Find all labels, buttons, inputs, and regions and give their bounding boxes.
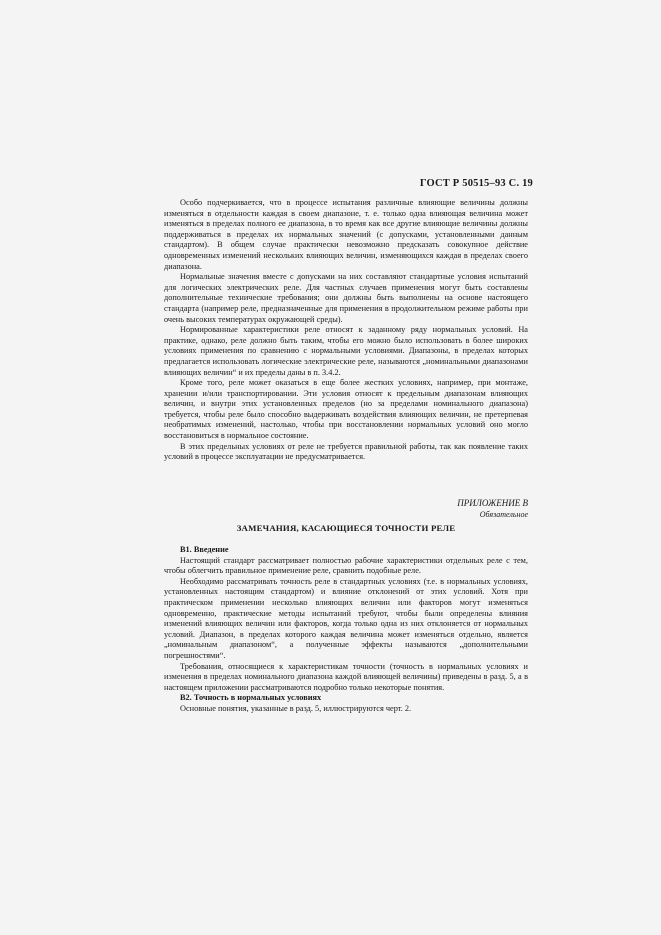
section-heading: В1. Введение (180, 545, 229, 554)
paragraph: Требования, относящиеся к характеристикам точности (точность в нормальных условиях и изменения в пределах номинального диапазона каждой влияющей величины) приведены в разд. 5, а в настоящем приложении рассматриваются подробно только некоторые понятия. (164, 661, 528, 692)
paragraph: Особо подчеркивается, что в процессе испытания различные влияющие величины должны изменяться в отдельности каждая в своем диапазоне, т. е. только одна влияющая величина может изменяться в пределах полного ее диапазона, в то время как все другие влияющие величины должны поддерживаться в пределах их нормальных значений (с допусками, установленными данным стандартом). В общем случае практически невозможно предсказать совокупное действие одновременных изменений нескольких влияющих величин, изменяющихся каждая в пределах своего диапазона. (164, 198, 528, 271)
body-part-1 (164, 198, 528, 463)
paragraph: Нормированные характеристики реле относят к заданному ряду нормальных условий. На практике, однако, реле должно быть таким, чтобы его можно было использовать в более широких условиях применения по сравнению с нормальными условиями. Диапазоны, в пределах которых предлагается использовать логические электрические реле, называются „номинальными диапазонами влияющих величин“ и их пределы даны в п. 3.4.2. (164, 325, 528, 377)
annex-label (457, 497, 528, 521)
paragraph: Нормальные значения вместе с допусками на них составляют стандартные условия испытаний для логических электрических реле. Для частных случаев применения могут быть составлены дополнительные технические требования; они должны быть выполнены на основе настоящего стандарта (например реле, предназначенные для применения в продолжительном режиме работы при очень высоких температурах окружающей среды). (164, 272, 528, 324)
paragraph: Необходимо рассматривать точность реле в стандартных условиях (т.е. в нормальных условиях, установленных настоящим стандартом) и влияние отклонений от этих условий. Хотя при практическом применении несколько влияющих величин или факторов могут изменяться одновременно, практические методы испытаний требуют, чтобы были определены влияния изменений влияющих величин или факторов, когда только одна из них отклоняется от нормальных условий. Диапазон, в пределах которого каждая величина может изменяться отдельно, является „номинальным диапазоном“, а полученные эффекты называются „дополнительными погрешностями“. (164, 576, 528, 660)
page-header: ГОСТ Р 50515–93 С. 19 (419, 178, 533, 189)
annex-title: ЗАМЕЧАНИЯ, КАСАЮЩИЕСЯ ТОЧНОСТИ РЕЛЕ (236, 523, 456, 533)
paragraph: Основные понятия, указанные в разд. 5, иллюстрируются черт. 2. (180, 703, 412, 713)
section-heading: В2. Точность в нормальных условиях (180, 693, 322, 703)
annex-number: ПРИЛОЖЕНИЕ В (457, 498, 528, 508)
annex-status: Обязательное (479, 510, 528, 519)
paragraph: Кроме того, реле может оказаться в еще более жестких условиях, например, при монтаже, хранении и/или транспортировании. Эти условия относят к предельным диапазонам влияющих величин, и внутри этих установленных пределов (но за пределами номинального диапазона) требуется, чтобы реле было способно выдерживать воздействия влияющих величин, не претерпевая необратимых изменений, настолько, чтобы при восстановлении нормальных условий оно могло восстановиться в нормальное состояние. (164, 378, 528, 441)
body-part-2 (164, 545, 528, 715)
paragraph: Настоящий стандарт рассматривает полностью рабочие характеристики отдельных реле с тем, чтобы облегчить правильное применение реле, сравнить подобные реле. (164, 555, 528, 576)
paragraph: В этих предельных условиях от реле не требуется правильной работы, так как появление таких условий в процессе эксплуатации не предусматривается. (164, 441, 528, 462)
